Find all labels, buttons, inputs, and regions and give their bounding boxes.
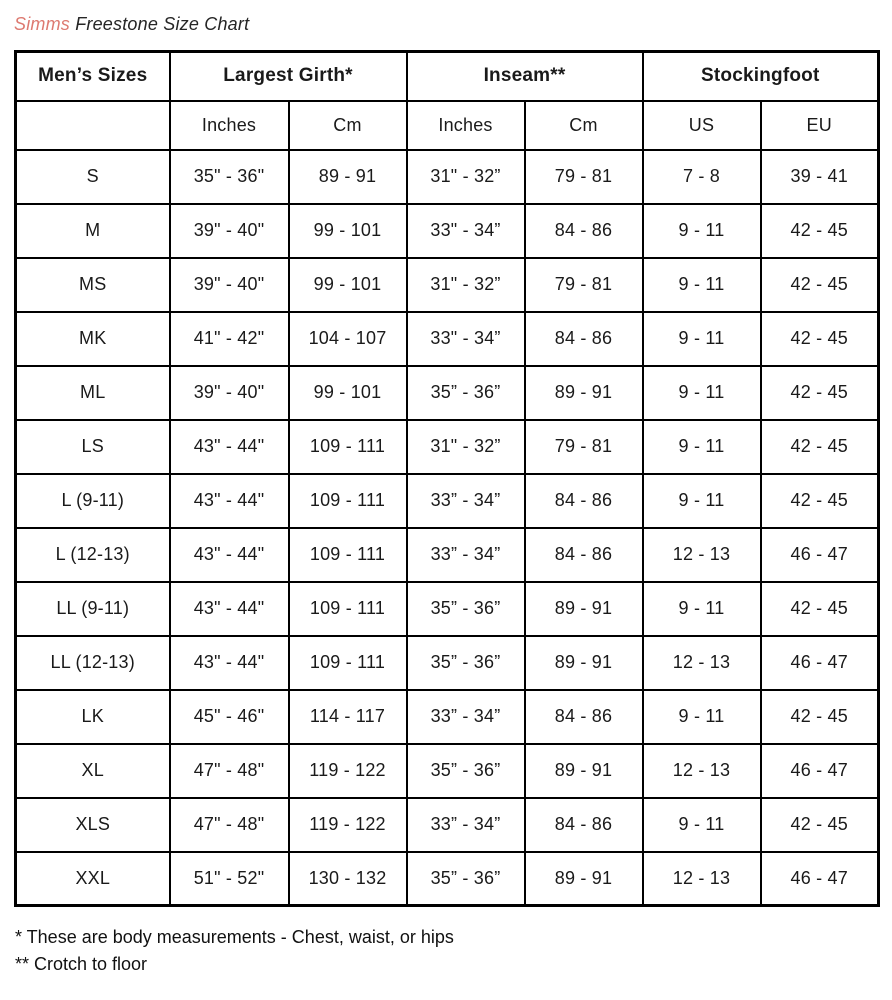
- size-label-cell: M: [16, 204, 170, 258]
- stockingfoot-eu-cell: 42 - 45: [761, 258, 879, 312]
- subheader-us: US: [643, 101, 761, 150]
- stockingfoot-us-cell: 9 - 11: [643, 474, 761, 528]
- inseam-cm-cell: 79 - 81: [525, 150, 643, 204]
- inseam-inches-cell: 35” - 36”: [407, 744, 525, 798]
- size-label-cell: LS: [16, 420, 170, 474]
- stockingfoot-us-cell: 9 - 11: [643, 258, 761, 312]
- stockingfoot-us-cell: 12 - 13: [643, 528, 761, 582]
- stockingfoot-eu-cell: 42 - 45: [761, 474, 879, 528]
- table-row-xl: [16, 744, 879, 798]
- girth-cm-cell: 89 - 91: [289, 150, 407, 204]
- stockingfoot-us-cell: 9 - 11: [643, 366, 761, 420]
- girth-cm-cell: 109 - 111: [289, 474, 407, 528]
- table-row-l-12-13: [16, 528, 879, 582]
- girth-inches-cell: 51" - 52": [170, 852, 289, 906]
- table-row-l-9-11: [16, 474, 879, 528]
- inseam-inches-cell: 33” - 34”: [407, 798, 525, 852]
- table-group-header-row: [16, 52, 879, 101]
- table-row-ml: [16, 366, 879, 420]
- stockingfoot-us-cell: 9 - 11: [643, 798, 761, 852]
- girth-cm-cell: 109 - 111: [289, 420, 407, 474]
- table-row-ls: [16, 420, 879, 474]
- size-label-cell: ML: [16, 366, 170, 420]
- footnote-crotch-to-floor: ** Crotch to floor: [15, 954, 148, 974]
- girth-inches-cell: 39" - 40": [170, 204, 289, 258]
- inseam-inches-cell: 31" - 32”: [407, 420, 525, 474]
- table-row-m: [16, 204, 879, 258]
- inseam-inches-cell: 33” - 34”: [407, 690, 525, 744]
- girth-cm-cell: 104 - 107: [289, 312, 407, 366]
- size-label-cell: S: [16, 150, 170, 204]
- stockingfoot-us-cell: 9 - 11: [643, 204, 761, 258]
- table-row-mk: [16, 312, 879, 366]
- girth-inches-cell: 39" - 40": [170, 366, 289, 420]
- inseam-inches-cell: 33" - 34”: [407, 204, 525, 258]
- inseam-inches-cell: 35” - 36”: [407, 582, 525, 636]
- stockingfoot-us-cell: 12 - 13: [643, 636, 761, 690]
- stockingfoot-eu-cell: 42 - 45: [761, 690, 879, 744]
- table-row-xxl: [16, 852, 879, 906]
- stockingfoot-eu-cell: 46 - 47: [761, 852, 879, 906]
- table-row-s: [16, 150, 879, 204]
- girth-cm-cell: 119 - 122: [289, 744, 407, 798]
- inseam-cm-cell: 89 - 91: [525, 744, 643, 798]
- subheader-inseam-cm: Cm: [525, 101, 643, 150]
- inseam-cm-cell: 89 - 91: [525, 582, 643, 636]
- stockingfoot-eu-cell: 42 - 45: [761, 312, 879, 366]
- girth-cm-cell: 130 - 132: [289, 852, 407, 906]
- stockingfoot-us-cell: 9 - 11: [643, 582, 761, 636]
- stockingfoot-us-cell: 9 - 11: [643, 420, 761, 474]
- girth-inches-cell: 41" - 42": [170, 312, 289, 366]
- subheader-inseam-inches: Inches: [407, 101, 525, 150]
- stockingfoot-eu-cell: 42 - 45: [761, 366, 879, 420]
- stockingfoot-us-cell: 12 - 13: [643, 852, 761, 906]
- inseam-cm-cell: 84 - 86: [525, 474, 643, 528]
- table-row-xls: [16, 798, 879, 852]
- stockingfoot-us-cell: 12 - 13: [643, 744, 761, 798]
- stockingfoot-eu-cell: 42 - 45: [761, 582, 879, 636]
- table-row-ll-9-11: [16, 582, 879, 636]
- inseam-inches-cell: 35” - 36”: [407, 852, 525, 906]
- girth-cm-cell: 99 - 101: [289, 366, 407, 420]
- inseam-cm-cell: 84 - 86: [525, 690, 643, 744]
- header-inseam: Inseam**: [407, 52, 643, 101]
- size-label-cell: XXL: [16, 852, 170, 906]
- subheader-girth-cm: Cm: [289, 101, 407, 150]
- stockingfoot-eu-cell: 46 - 47: [761, 528, 879, 582]
- inseam-cm-cell: 89 - 91: [525, 366, 643, 420]
- inseam-inches-cell: 31" - 32”: [407, 258, 525, 312]
- inseam-cm-cell: 89 - 91: [525, 852, 643, 906]
- girth-inches-cell: 35" - 36": [170, 150, 289, 204]
- inseam-inches-cell: 33” - 34”: [407, 528, 525, 582]
- girth-cm-cell: 119 - 122: [289, 798, 407, 852]
- girth-inches-cell: 43" - 44": [170, 474, 289, 528]
- stockingfoot-eu-cell: 42 - 45: [761, 420, 879, 474]
- brand-name: Simms: [14, 14, 70, 34]
- size-label-cell: L (12-13): [16, 528, 170, 582]
- girth-inches-cell: 47" - 48": [170, 744, 289, 798]
- size-label-cell: LK: [16, 690, 170, 744]
- subheader-eu: EU: [761, 101, 879, 150]
- header-largest-girth: Largest Girth*: [170, 52, 407, 101]
- stockingfoot-eu-cell: 39 - 41: [761, 150, 879, 204]
- inseam-inches-cell: 35” - 36”: [407, 636, 525, 690]
- size-label-cell: XL: [16, 744, 170, 798]
- girth-cm-cell: 99 - 101: [289, 204, 407, 258]
- table-row-ll-12-13: [16, 636, 879, 690]
- stockingfoot-eu-cell: 46 - 47: [761, 744, 879, 798]
- girth-inches-cell: 43" - 44": [170, 636, 289, 690]
- girth-cm-cell: 114 - 117: [289, 690, 407, 744]
- subheader-girth-inches: Inches: [170, 101, 289, 150]
- inseam-inches-cell: 35” - 36”: [407, 366, 525, 420]
- size-label-cell: LL (12-13): [16, 636, 170, 690]
- table-row-ms: [16, 258, 879, 312]
- size-label-cell: MS: [16, 258, 170, 312]
- inseam-cm-cell: 89 - 91: [525, 636, 643, 690]
- girth-inches-cell: 45" - 46": [170, 690, 289, 744]
- size-chart-table: [14, 50, 880, 907]
- girth-inches-cell: 43" - 44": [170, 420, 289, 474]
- size-label-cell: MK: [16, 312, 170, 366]
- girth-cm-cell: 109 - 111: [289, 582, 407, 636]
- stockingfoot-us-cell: 7 - 8: [643, 150, 761, 204]
- stockingfoot-us-cell: 9 - 11: [643, 312, 761, 366]
- girth-cm-cell: 109 - 111: [289, 528, 407, 582]
- stockingfoot-eu-cell: 42 - 45: [761, 204, 879, 258]
- size-label-cell: XLS: [16, 798, 170, 852]
- inseam-cm-cell: 84 - 86: [525, 204, 643, 258]
- footnotes: [15, 924, 877, 978]
- girth-inches-cell: 39" - 40": [170, 258, 289, 312]
- stockingfoot-eu-cell: 42 - 45: [761, 798, 879, 852]
- girth-inches-cell: 47" - 48": [170, 798, 289, 852]
- page-title: [14, 13, 877, 36]
- girth-inches-cell: 43" - 44": [170, 582, 289, 636]
- stockingfoot-eu-cell: 46 - 47: [761, 636, 879, 690]
- table-row-lk: [16, 690, 879, 744]
- subheader-blank: [16, 101, 170, 150]
- page-title-text: Freestone Size Chart: [75, 14, 250, 34]
- inseam-cm-cell: 84 - 86: [525, 798, 643, 852]
- footnote-body-measurements: * These are body measurements - Chest, waist, or hips: [15, 927, 454, 947]
- stockingfoot-us-cell: 9 - 11: [643, 690, 761, 744]
- girth-cm-cell: 99 - 101: [289, 258, 407, 312]
- inseam-cm-cell: 84 - 86: [525, 528, 643, 582]
- table-sub-header-row: [16, 101, 879, 150]
- size-label-cell: LL (9-11): [16, 582, 170, 636]
- header-mens-sizes: Men’s Sizes: [16, 52, 170, 101]
- size-label-cell: L (9-11): [16, 474, 170, 528]
- inseam-cm-cell: 79 - 81: [525, 258, 643, 312]
- header-stockingfoot: Stockingfoot: [643, 52, 879, 101]
- inseam-cm-cell: 84 - 86: [525, 312, 643, 366]
- girth-cm-cell: 109 - 111: [289, 636, 407, 690]
- inseam-inches-cell: 31" - 32”: [407, 150, 525, 204]
- inseam-cm-cell: 79 - 81: [525, 420, 643, 474]
- inseam-inches-cell: 33" - 34”: [407, 312, 525, 366]
- inseam-inches-cell: 33” - 34”: [407, 474, 525, 528]
- girth-inches-cell: 43" - 44": [170, 528, 289, 582]
